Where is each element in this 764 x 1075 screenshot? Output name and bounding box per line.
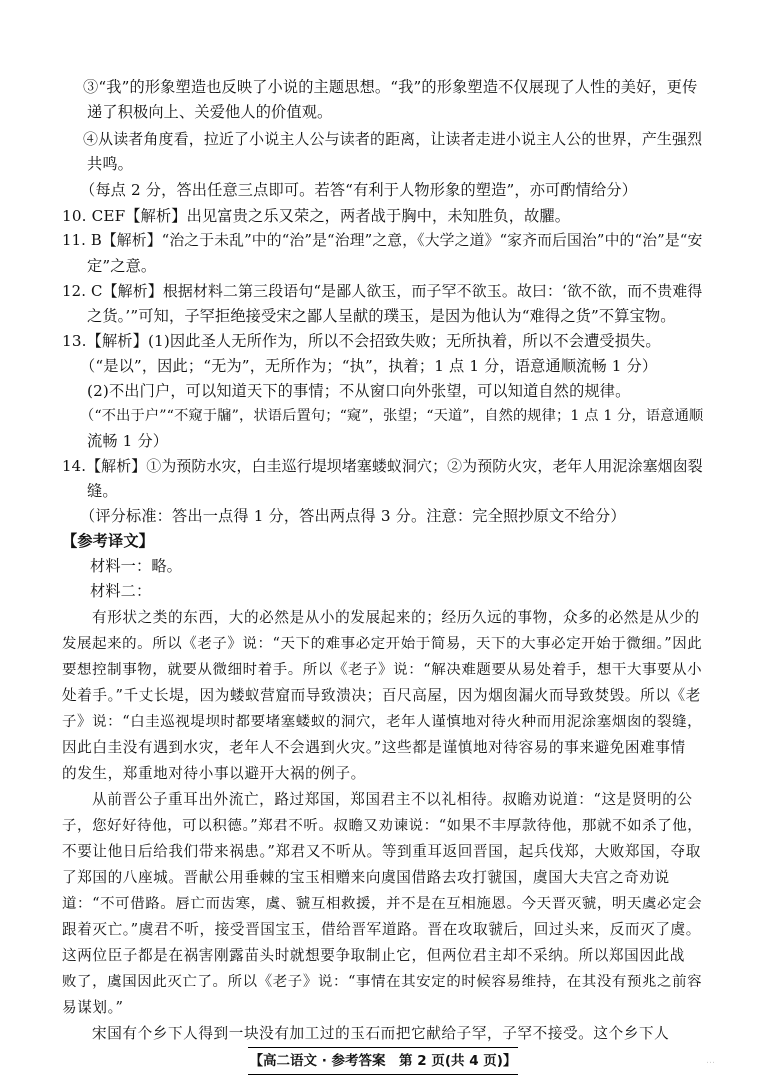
footer-text: 【高二语文 · 参考答案 第 2 页(共 4 页)】 (249, 1053, 517, 1069)
text-line: 10. CEF【解析】出见富贵之乐又荣之，两者战于胸中，未知胜负，故臞。 (62, 207, 571, 225)
text-line: 13.【解析】(1)因此圣人无所作为，所以不会招致失败；无所执着，所以不会遭受损失。 (62, 332, 661, 350)
text-line: 有形状之类的东西，大的必然是从小的发展起来的；经历久远的事物，众多的必然是从少的 (92, 609, 700, 626)
text-line: 道：“不可借路。唇亡而齿寒，虞、虢互相救援，并不是在互相施恩。今天晋灭虢，明天虞必定会 (62, 896, 703, 912)
text-line: ③“我”的形象塑造也反映了小说的主题思想。“我”的形象塑造不仅展现了人性的美好，更传 (83, 78, 698, 96)
text-line: 因此白圭没有遇到水灾，老年人不会遇到火灾。”这些都是谨慎地对待容易的事来避免困难事情 (62, 739, 686, 756)
text-line: 从前晋公子重耳出外流亡，路过郑国，郑国君主不以礼相待。叔瞻劝说道：“这是贤明的公 (92, 791, 693, 808)
text-line: 子》说：“白圭巡视堤坝时都要堵塞蝼蚁的洞穴，老年人谨慎地对待火种而用泥涂塞烟囱的裂缝， (62, 714, 703, 730)
text-line: 14.【解析】①为预防水灾，白圭巡行堤坝堵塞蝼蚁洞穴；②为预防火灾，老年人用泥涂塞烟囱裂 (62, 457, 703, 475)
text-line: 子，您好好待他，可以积德。”郑君不听。叔瞻又劝谏说：“如果不丰厚款待他，那就不如杀了他， (62, 818, 703, 834)
text-line: 11. B【解析】“治之于未乱”中的“治”是“治理”之意，《大学之道》“家齐而后国治”中的“治”是“安 (62, 232, 703, 249)
text-line: ④从读者角度看，拉近了小说主人公与读者的距离，让读者走进小说主人公的世界，产生强烈 (83, 130, 703, 148)
text-line: 了郑国的八座城。晋献公用垂棘的宝玉相赠来向虞国借路去攻打虢国，虞国大夫宫之奇劝说 (62, 869, 670, 886)
text-line: 的发生，郑重地对待小事以避开大祸的例子。 (62, 765, 366, 782)
text-line: 定”之意。 (87, 257, 157, 275)
text-line: 共鸣。 (87, 155, 134, 173)
text-line: （评分标准：答出一点得 1 分，答出两点得 3 分。注意：完全照抄原文不给分） (80, 507, 626, 525)
text-line: 发展起来的。所以《老子》说：“天下的难事必定开始于简易，天下的大事必定开始于微细。”因此 (62, 636, 703, 652)
text-line: 12. C【解析】根据材料二第三段语句“是鄙人欲玉，而子罕不欲玉。故曰：‘欲不欲，而不贵难得 (62, 282, 703, 300)
text-line: 处着手。”千丈长堤，因为蝼蚁营窟而导致溃决；百尺高屋，因为烟囱漏火而导致焚毁。所以《老 (62, 687, 701, 704)
material-one-label: 材料一：略。 (90, 557, 183, 575)
text-line: 要想控制事物，就要从微细时着手。所以《老子》说：“解决难题要从易处着手，想干大事要从小 (62, 662, 703, 678)
text-line: （“不出于户”“不窥于牖”，状语后置句；“窥”，张望；“天道”，自然的规律；1 点 1 分，语意通顺 (80, 408, 704, 424)
text-line: （“是以”，因此；“无为”，无所作为；“执”，执着；1 点 1 分，语意通顺流畅 1 分） (80, 357, 658, 375)
text-line: 递了积极向上、关爱他人的价值观。 (87, 103, 333, 121)
text-line: 败了，虞国因此灭亡了。所以《老子》说：“事情在其安定的时候容易维持，在其没有预兆之前容 (62, 974, 703, 990)
page-footer (248, 1047, 518, 1075)
section-heading: 【参考译文】 (62, 532, 155, 550)
text-line: 不要让他日后给我们带来祸患。”郑君又不听从。等到重耳返回晋国，起兵伐郑，大败郑国，夺取 (62, 843, 701, 860)
text-line: 易谋划。” (62, 999, 124, 1016)
text-line: 跟着灭亡。”虞君不听，接受晋国宝玉，借给晋军道路。晋在攻取虢后，回过头来，反而灭了虞。 (62, 921, 701, 938)
text-line: 这两位臣子都是在祸害刚露苗头时就想要争取制止它，但两位君主却不采纳。所以郑国因此战 (62, 947, 685, 964)
text-line: 之货。’”可知，子罕拒绝接受宋之鄙人呈献的璞玉，是因为他认为“难得之货”不算宝物。 (87, 307, 676, 325)
corner-mark: … (706, 1056, 715, 1066)
material-two-label: 材料二： (90, 582, 152, 600)
text-line: 缝。 (87, 482, 118, 500)
text-line: （每点 2 分，答出任意三点即可。若答“有利于人物形象的塑造”，亦可酌情给分） (80, 181, 638, 199)
text-line: 流畅 1 分） (87, 432, 169, 450)
text-line: 宋国有个乡下人得到一块没有加工过的玉石而把它献给子罕，子罕不接受。这个乡下人 (92, 1025, 670, 1042)
text-line: (2)不出门户，可以知道天下的事情；不从窗口向外张望，可以知道自然的规律。 (87, 382, 631, 400)
